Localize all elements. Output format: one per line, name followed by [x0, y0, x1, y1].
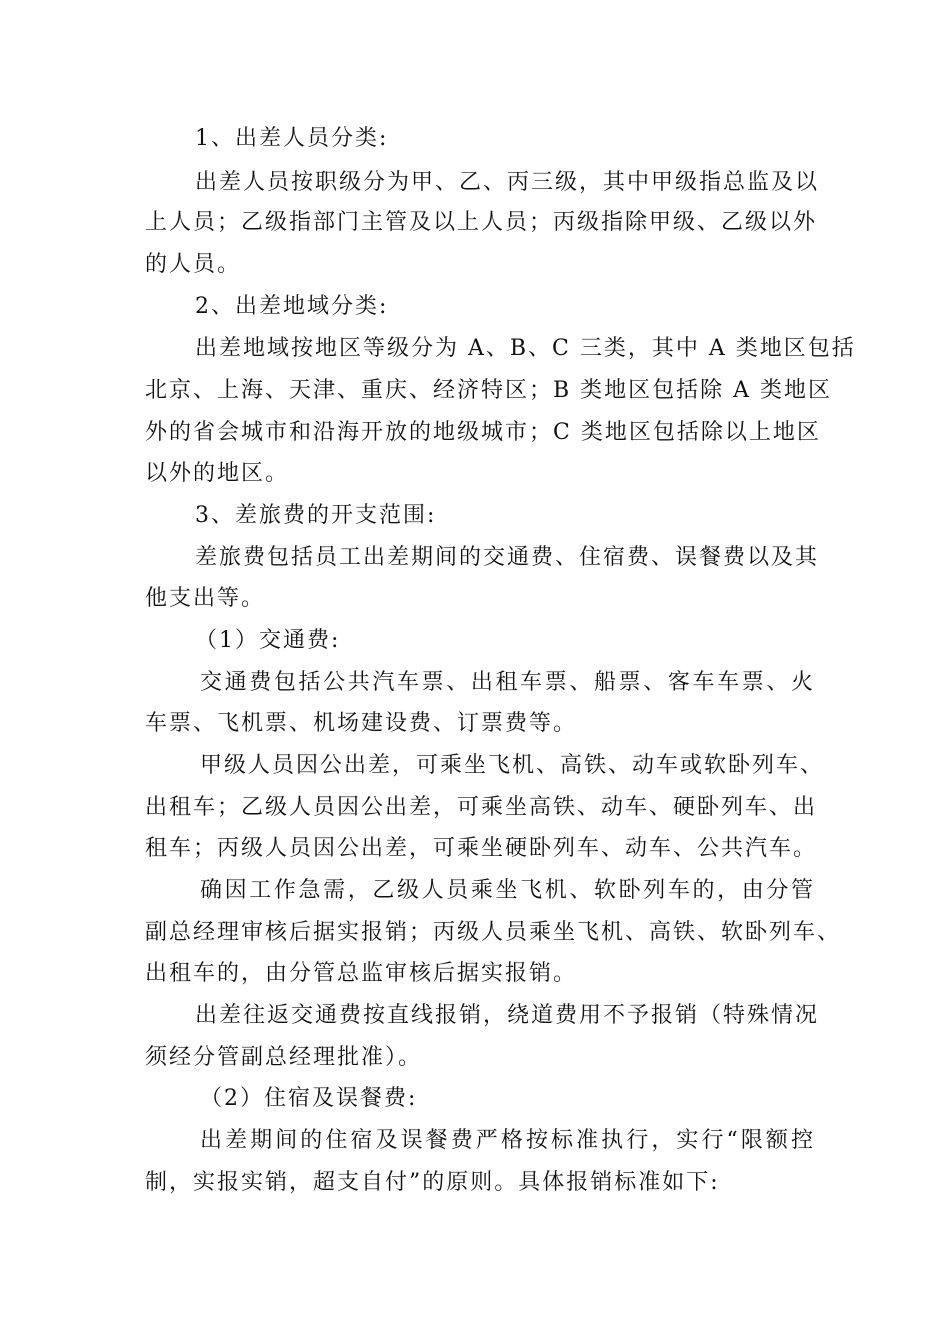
paragraph-line: 出差期间的住宿及误餐费严格按标准执行，实行“限额控 — [200, 1128, 815, 1153]
paragraph-line: 出差地域按地区等级分为 A、B、C 三类，其中 A 类地区包括 — [195, 336, 856, 361]
paragraph-line: 制，实报实销，超支自付”的原则。具体报销标准如下: — [145, 1170, 720, 1195]
subsection-1-heading: （1）交通费: — [195, 628, 341, 653]
paragraph-line: 确因工作急需，乙级人员乘坐飞机、软卧列车的，由分管 — [200, 878, 815, 903]
paragraph-line: 甲级人员因公出差，可乘坐飞机、高铁、动车或软卧列车、 — [200, 753, 825, 778]
paragraph-line: 的人员。 — [145, 252, 242, 277]
paragraph-line: 以外的地区。 — [145, 461, 290, 486]
paragraph-line: 出租车；乙级人员因公出差，可乘坐高铁、动车、硬卧列车、出 — [145, 795, 818, 820]
subsection-2-heading: （2）住宿及误餐费: — [200, 1086, 418, 1111]
paragraph-line: 出差人员按职级分为甲、乙、丙三级，其中甲级指总监及以 — [195, 170, 820, 195]
paragraph-line: 出差往返交通费按直线报销，绕道费用不予报销（特殊情况 — [195, 1003, 820, 1028]
paragraph-line: 差旅费包括员工出差期间的交通费、住宿费、误餐费以及其 — [195, 545, 820, 570]
paragraph-line: 副总经理审核后据实报销；丙级人员乘坐飞机、高铁、软卧列车、 — [145, 920, 842, 945]
paragraph-line: 北京、上海、天津、重庆、经济特区；B 类地区包括除 A 类地区 — [145, 378, 833, 403]
paragraph-line: 上人员；乙级指部门主管及以上人员；丙级指除甲级、乙级以外 — [145, 210, 818, 235]
paragraph-line: 车票、飞机票、机场建设费、订票费等。 — [145, 711, 578, 736]
paragraph-line: 须经分管副总经理批准）。 — [145, 1045, 423, 1070]
section-3-heading: 3、差旅费的开支范围: — [195, 503, 437, 528]
section-1-heading: 1、出差人员分类: — [195, 126, 389, 151]
paragraph-line: 他支出等。 — [145, 586, 266, 611]
paragraph-line: 交通费包括公共汽车票、出租车票、船票、客车车票、火 — [200, 670, 815, 695]
paragraph-line: 出租车的，由分管总监审核后据实报销。 — [145, 961, 578, 986]
paragraph-line: 外的省会城市和沿海开放的地级城市；C 类地区包括除以上地区 — [145, 420, 821, 445]
section-2-heading: 2、出差地域分类: — [195, 294, 389, 319]
paragraph-line: 租车；丙级人员因公出差，可乘坐硬卧列车、动车、公共汽车。 — [145, 836, 818, 861]
